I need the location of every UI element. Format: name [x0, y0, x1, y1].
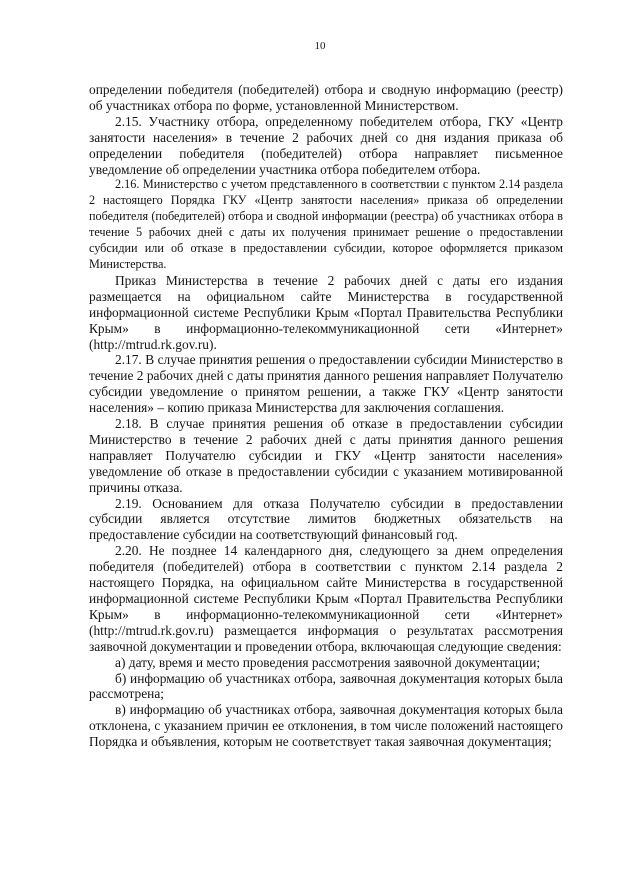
paragraph-2-19: 2.19. Основанием для отказа Получателю субсидии в предоставлении субсидии является отсутствие лимитов бюджетных обязательств на предоставление субсидии на соответствующий финансовый год.	[89, 495, 563, 543]
list-item-a: а) дату, время и место проведения рассмотрения заявочной документации;	[115, 654, 541, 670]
paragraph-2-17: 2.17. В случае принятия решения о предоставлении субсидии Министерство в течение 2 рабочих дней с даты принятия данного решения направляет Получателю субсидии уведомление о принятом решении, а также ГКУ «Центр занятости населения» – копию приказа Министерства для заключения соглашения.	[89, 352, 563, 416]
paragraph-2-15: 2.15. Участнику отбора, определенному победителем отбора, ГКУ «Центр занятости населения» в течение 2 рабочих дней со дня издания приказа об определении победителя (победителей) отбора направляет письменное уведомление об определении участника отбора победителем отбора.	[89, 113, 563, 177]
paragraph-2-16: 2.16. Министерство с учетом представленного в соответствии с пунктом 2.14 раздела 2 настоящего Порядка ГКУ «Центр занятости населения» приказа об определении победителя (победителей) отбора и сводной информации (реестра) об участниках отбора в течение 5 рабочих дней с даты их получения принимает решение о предоставлении субсидии или об отказе в предоставлении субсидии, которое оформляется приказом Министерства.	[89, 177, 563, 271]
list-item-b: б) информацию об участниках отбора, заявочная документация которых была рассмотрена;	[89, 670, 563, 702]
paragraph-2-18: 2.18. В случае принятия решения об отказе в предоставлении субсидии Министерство в течение 2 рабочих дней с даты принятия данного решения направляет Получателю субсидии и ГКУ «Центр занятости населения» уведомление об отказе в предоставлении субсидии с указанием мотивированной причины отказа.	[89, 416, 563, 495]
document-body	[89, 82, 563, 750]
page-number: 10	[314, 40, 326, 52]
paragraph-2-20: 2.20. Не позднее 14 календарного дня, следующего за днем определения победителя (победителей) отбора в соответствии с пунктом 2.14 раздела 2 настоящего Порядка, на официальном сайте Министерства в государственной информационной системе Республики Крым «Портал Правительства Республики Крым» в информационно-телекоммуникационной сети «Интернет» (http://mtrud.rk.gov.ru) размещается информация о результатах рассмотрения заявочной документации и проведении отбора, включающая следующие сведения:	[89, 543, 563, 654]
list-item-v: в) информацию об участниках отбора, заявочная документация которых была отклонена, с указанием причин ее отклонения, в том числе положений настоящего Порядка и объявления, которым не соответствует такая заявочная документация;	[89, 702, 563, 750]
paragraph-order-publication: Приказ Министерства в течение 2 рабочих дней с даты его издания размещается на официальном сайте Министерства в государственной информационной системе Республики Крым «Портал Правительства Республики Крым» в информационно-телекоммуникационной сети «Интернет» (http://mtrud.rk.gov.ru).	[89, 272, 563, 352]
paragraph-continuation: определении победителя (победителей) отбора и сводную информацию (реестр) об участниках отбора по форме, установленной Министерством.	[89, 82, 563, 113]
